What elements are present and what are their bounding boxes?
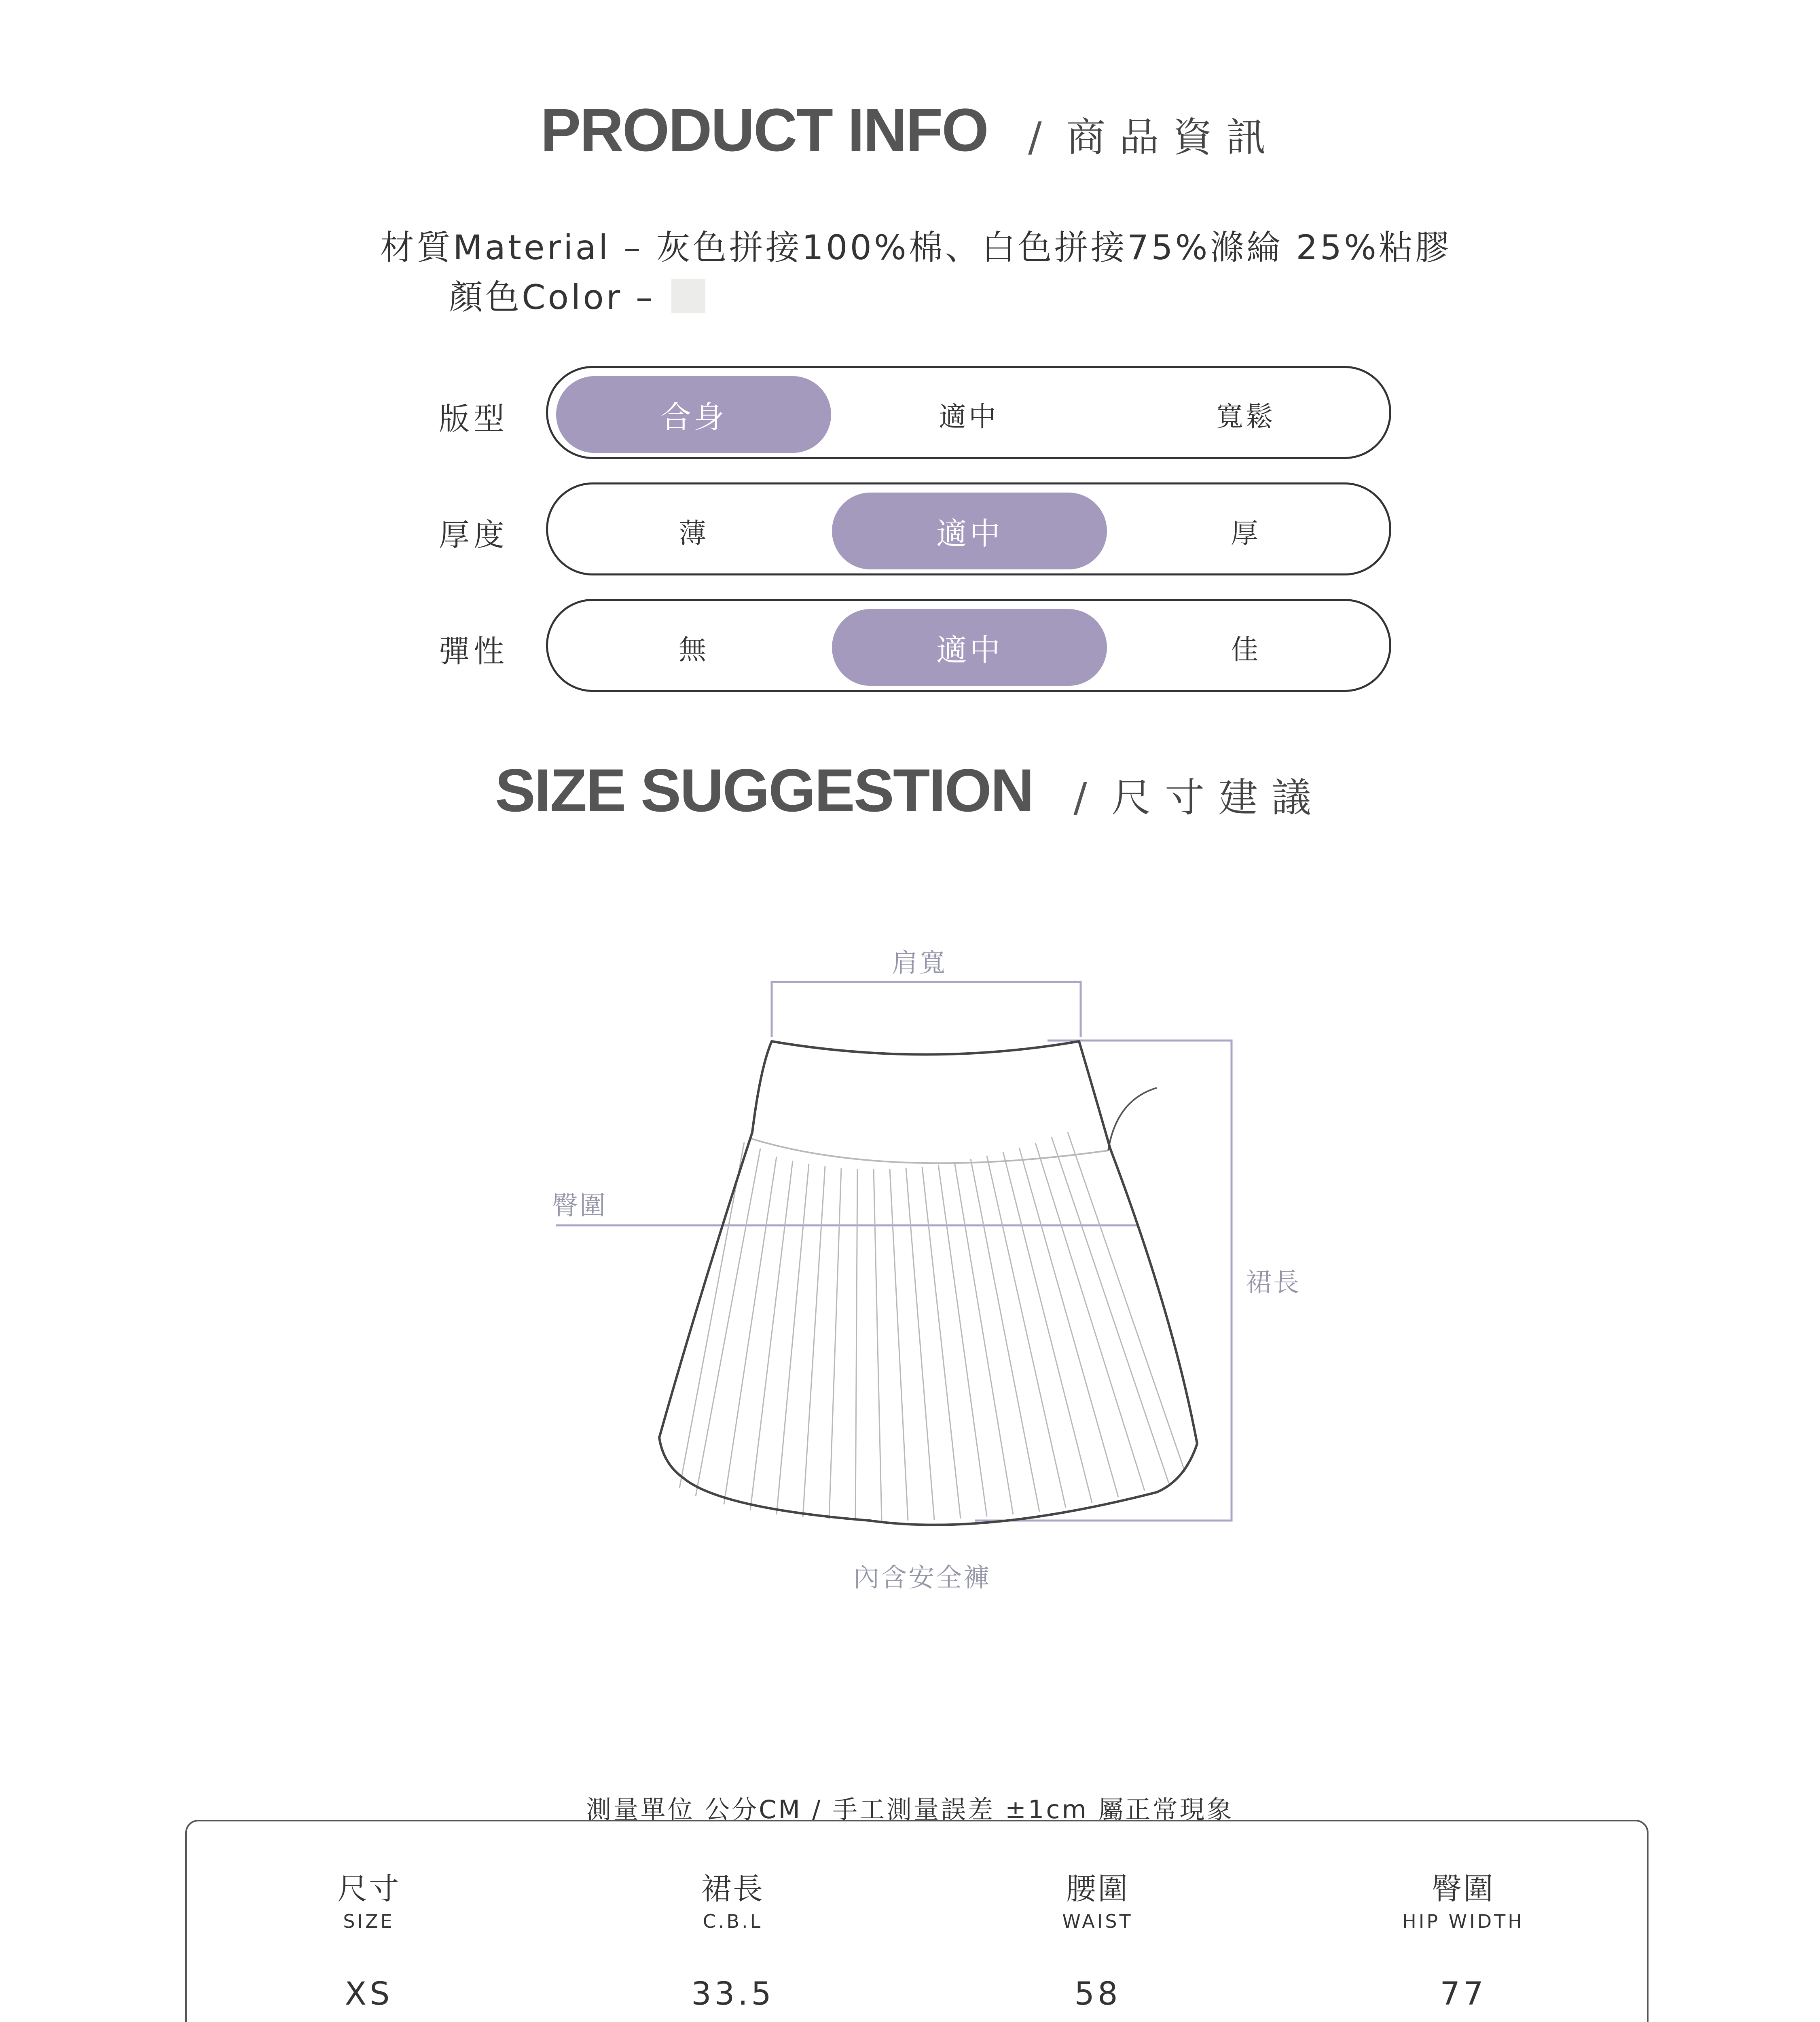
product-info-title-en: PRODUCT INFO — [540, 96, 988, 164]
header-hip-en: HIP WIDTH — [1402, 1910, 1524, 1932]
fit-option-regular: 適中 — [938, 401, 999, 433]
cell-waist: 58 — [1074, 1976, 1121, 2012]
attr-label-elasticity: 彈性 — [439, 633, 508, 669]
header-size-en: SIZE — [343, 1910, 395, 1932]
cell-length: 33.5 — [691, 1976, 775, 2012]
skirt-outline — [659, 1041, 1197, 1525]
diagram-label-length: 裙長 — [1246, 1268, 1301, 1298]
attr-label-fit: 版型 — [439, 401, 508, 437]
table-header-size — [187, 1865, 551, 1932]
size-table — [185, 1820, 1649, 2022]
yoke-seam — [750, 1138, 1108, 1163]
thickness-option-thin: 薄 — [678, 517, 709, 550]
header-waist-en: WAIST — [1062, 1910, 1133, 1932]
thickness-option-medium: 適中 — [832, 493, 1107, 569]
elasticity-option-medium: 適中 — [832, 609, 1107, 686]
length-measure-line — [975, 1041, 1232, 1521]
size-suggestion-title-en: SIZE SUGGESTION — [495, 756, 1033, 824]
header-length-zh: 裙長 — [701, 1872, 764, 1906]
table-header-waist — [916, 1865, 1280, 1932]
pleat-lines — [679, 1132, 1185, 1521]
size-suggestion-title-zh: 尺寸建議 — [1111, 775, 1325, 821]
elasticity-option-good: 佳 — [1230, 634, 1261, 666]
table-header-hip — [1281, 1865, 1645, 1932]
cell-size: XS — [345, 1976, 393, 2012]
table-header-length — [551, 1865, 915, 1932]
side-curl — [1108, 1088, 1157, 1151]
cell-hip: 77 — [1440, 1976, 1487, 2012]
diagram-label-waist: 肩寬 — [892, 948, 947, 978]
heading-separator: / — [1028, 113, 1042, 161]
attr-label-thickness: 厚度 — [439, 517, 508, 553]
header-waist-zh: 腰圍 — [1066, 1872, 1129, 1906]
product-info-title-zh: 商品資訊 — [1066, 114, 1280, 161]
heading-separator-2: / — [1073, 774, 1087, 821]
waist-measure-line — [772, 982, 1081, 1037]
measure-note: 測量單位 公分CM / 手工測量誤差 ±1cm 屬正常現象 — [586, 1795, 1234, 1824]
elasticity-option-none: 無 — [678, 634, 709, 666]
diagram-note-safety-shorts: 內含安全褲 — [853, 1563, 991, 1593]
fit-option-loose: 寬鬆 — [1215, 401, 1276, 433]
header-hip-zh: 臀圍 — [1432, 1872, 1495, 1906]
header-length-en: C.B.L — [703, 1910, 763, 1932]
color-line: 顏色Color – — [449, 277, 656, 317]
diagram-label-hip: 臀圍 — [552, 1191, 607, 1221]
fit-option-fitted: 合身 — [556, 376, 831, 453]
material-line: 材質Material – 灰色拼接100%棉、白色拼接75%滌綸 25%粘膠 — [380, 228, 1452, 267]
thickness-option-thick: 厚 — [1230, 517, 1261, 550]
header-size-zh: 尺寸 — [337, 1872, 400, 1906]
